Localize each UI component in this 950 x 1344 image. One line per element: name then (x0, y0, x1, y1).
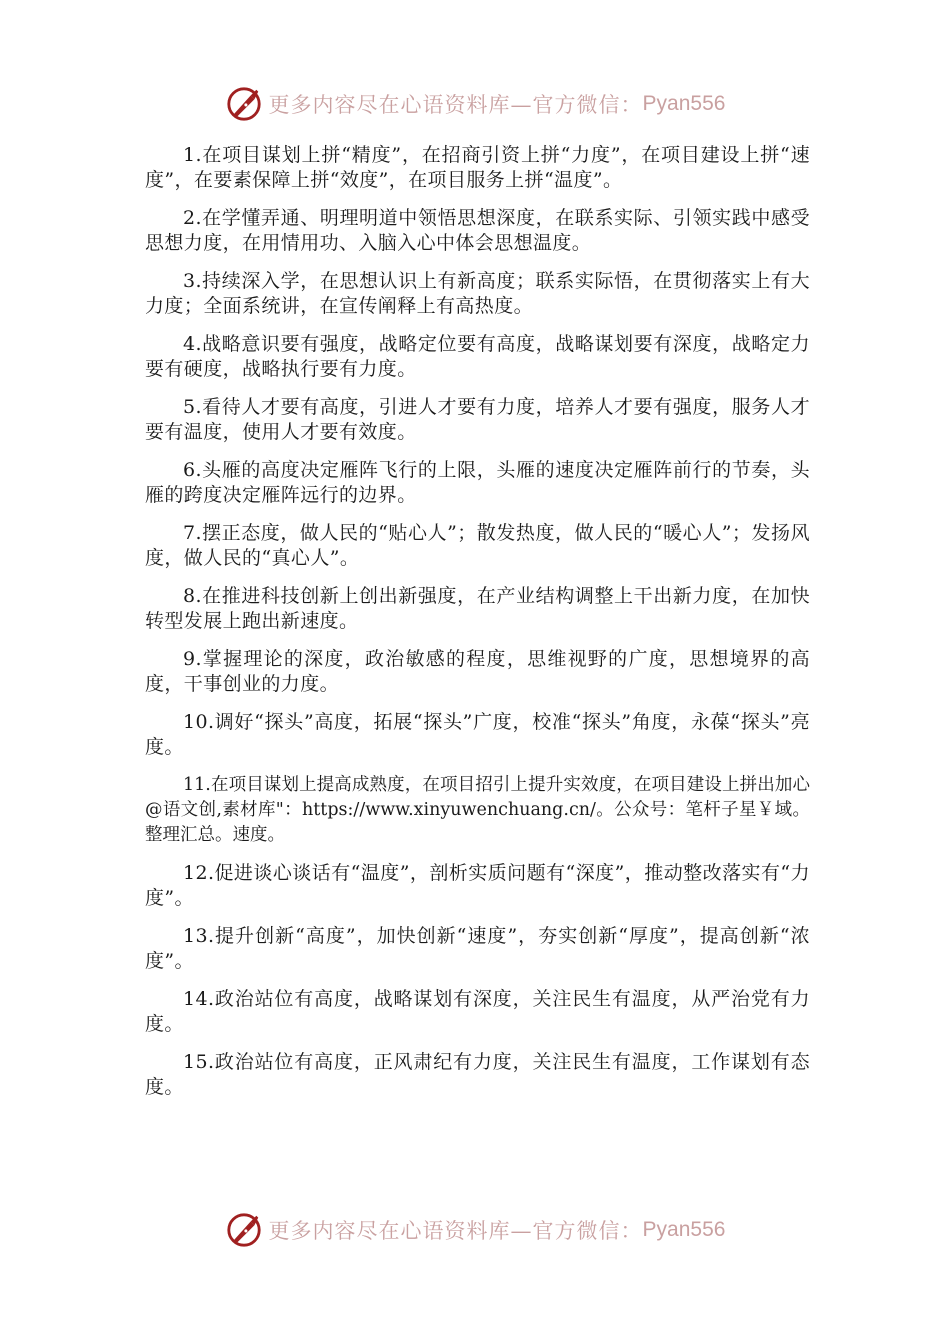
list-item: 9.掌握理论的深度，政治敏感的程度，思维视野的广度，思想境界的高度，干事创业的力度。 (145, 648, 810, 695)
list-item: 15.政治站位有高度，正风肃纪有力度，关注民生有温度，工作谋划有态度。 (145, 1051, 810, 1098)
list-item: 4.战略意识要有强度，战略定位要有高度，战略谋划要有深度，战略定力要有硬度，战略执行要有力度。 (145, 333, 810, 380)
list-item: 1.在项目谋划上拼“精度”，在招商引资上拼“力度”，在项目建设上拼“速度”，在要素保障上拼“效度”，在项目服务上拼“温度”。 (145, 144, 810, 191)
banner-text: 更多内容尽在心语资料库—官方微信： (268, 1219, 643, 1243)
banner-wechat-id: Pyan556 (642, 92, 726, 115)
banner-wechat-id: Pyan556 (642, 1218, 726, 1241)
list-item: 2.在学懂弄通、明理明道中领悟思想深度，在联系实际、引领实践中感受思想力度，在用情用功、入脑入心中体会思想温度。 (145, 207, 810, 254)
list-item: 3.持续深入学，在思想认识上有新高度；联系实际悟，在贯彻落实上有大力度；全面系统讲，在宣传阐释上有高热度。 (145, 270, 810, 317)
list-item-watermarked: 11.在项目谋划上提高成熟度，在项目招引上提升实效度，在项目建设上拼出加心@语文创,素材库"：https://www.xinyuwenchuang.cn/。公众号：笔杆子星￥域。整理汇总。速度。 (145, 775, 810, 845)
list-item: 10.调好“探头”高度，拓展“探头”广度，校准“探头”角度，永葆“探头”亮度。 (145, 711, 810, 758)
header-banner (0, 82, 950, 126)
list-item: 12.促进谈心谈话有“温度”，剖析实质问题有“深度”，推动整改落实有“力度”。 (145, 862, 810, 909)
list-item: 8.在推进科技创新上创出新强度，在产业结构调整上干出新力度，在加快转型发展上跑出新速度。 (145, 585, 810, 632)
list-item: 7.摆正态度，做人民的“贴心人”；散发热度，做人民的“暖心人”；发扬风度，做人民的“真心人”。 (145, 522, 810, 569)
list-item: 14.政治站位有高度，战略谋划有深度，关注民生有温度，从严治党有力度。 (145, 988, 810, 1035)
list-item: 13.提升创新“高度”，加快创新“速度”，夯实创新“厚度”，提高创新“浓度”。 (145, 925, 810, 972)
list-item: 5.看待人才要有高度，引进人才要有力度，培养人才要有强度，服务人才要有温度，使用人才要有效度。 (145, 396, 810, 443)
pen-nib-icon (225, 85, 263, 123)
footer-banner (0, 1208, 950, 1252)
banner-text: 更多内容尽在心语资料库—官方微信： (268, 93, 643, 117)
pen-nib-icon (225, 1211, 263, 1249)
list-item: 6.头雁的高度决定雁阵飞行的上限，头雁的速度决定雁阵前行的节奏，头雁的跨度决定雁阵远行的边界。 (145, 459, 810, 506)
document-body (145, 143, 810, 1113)
